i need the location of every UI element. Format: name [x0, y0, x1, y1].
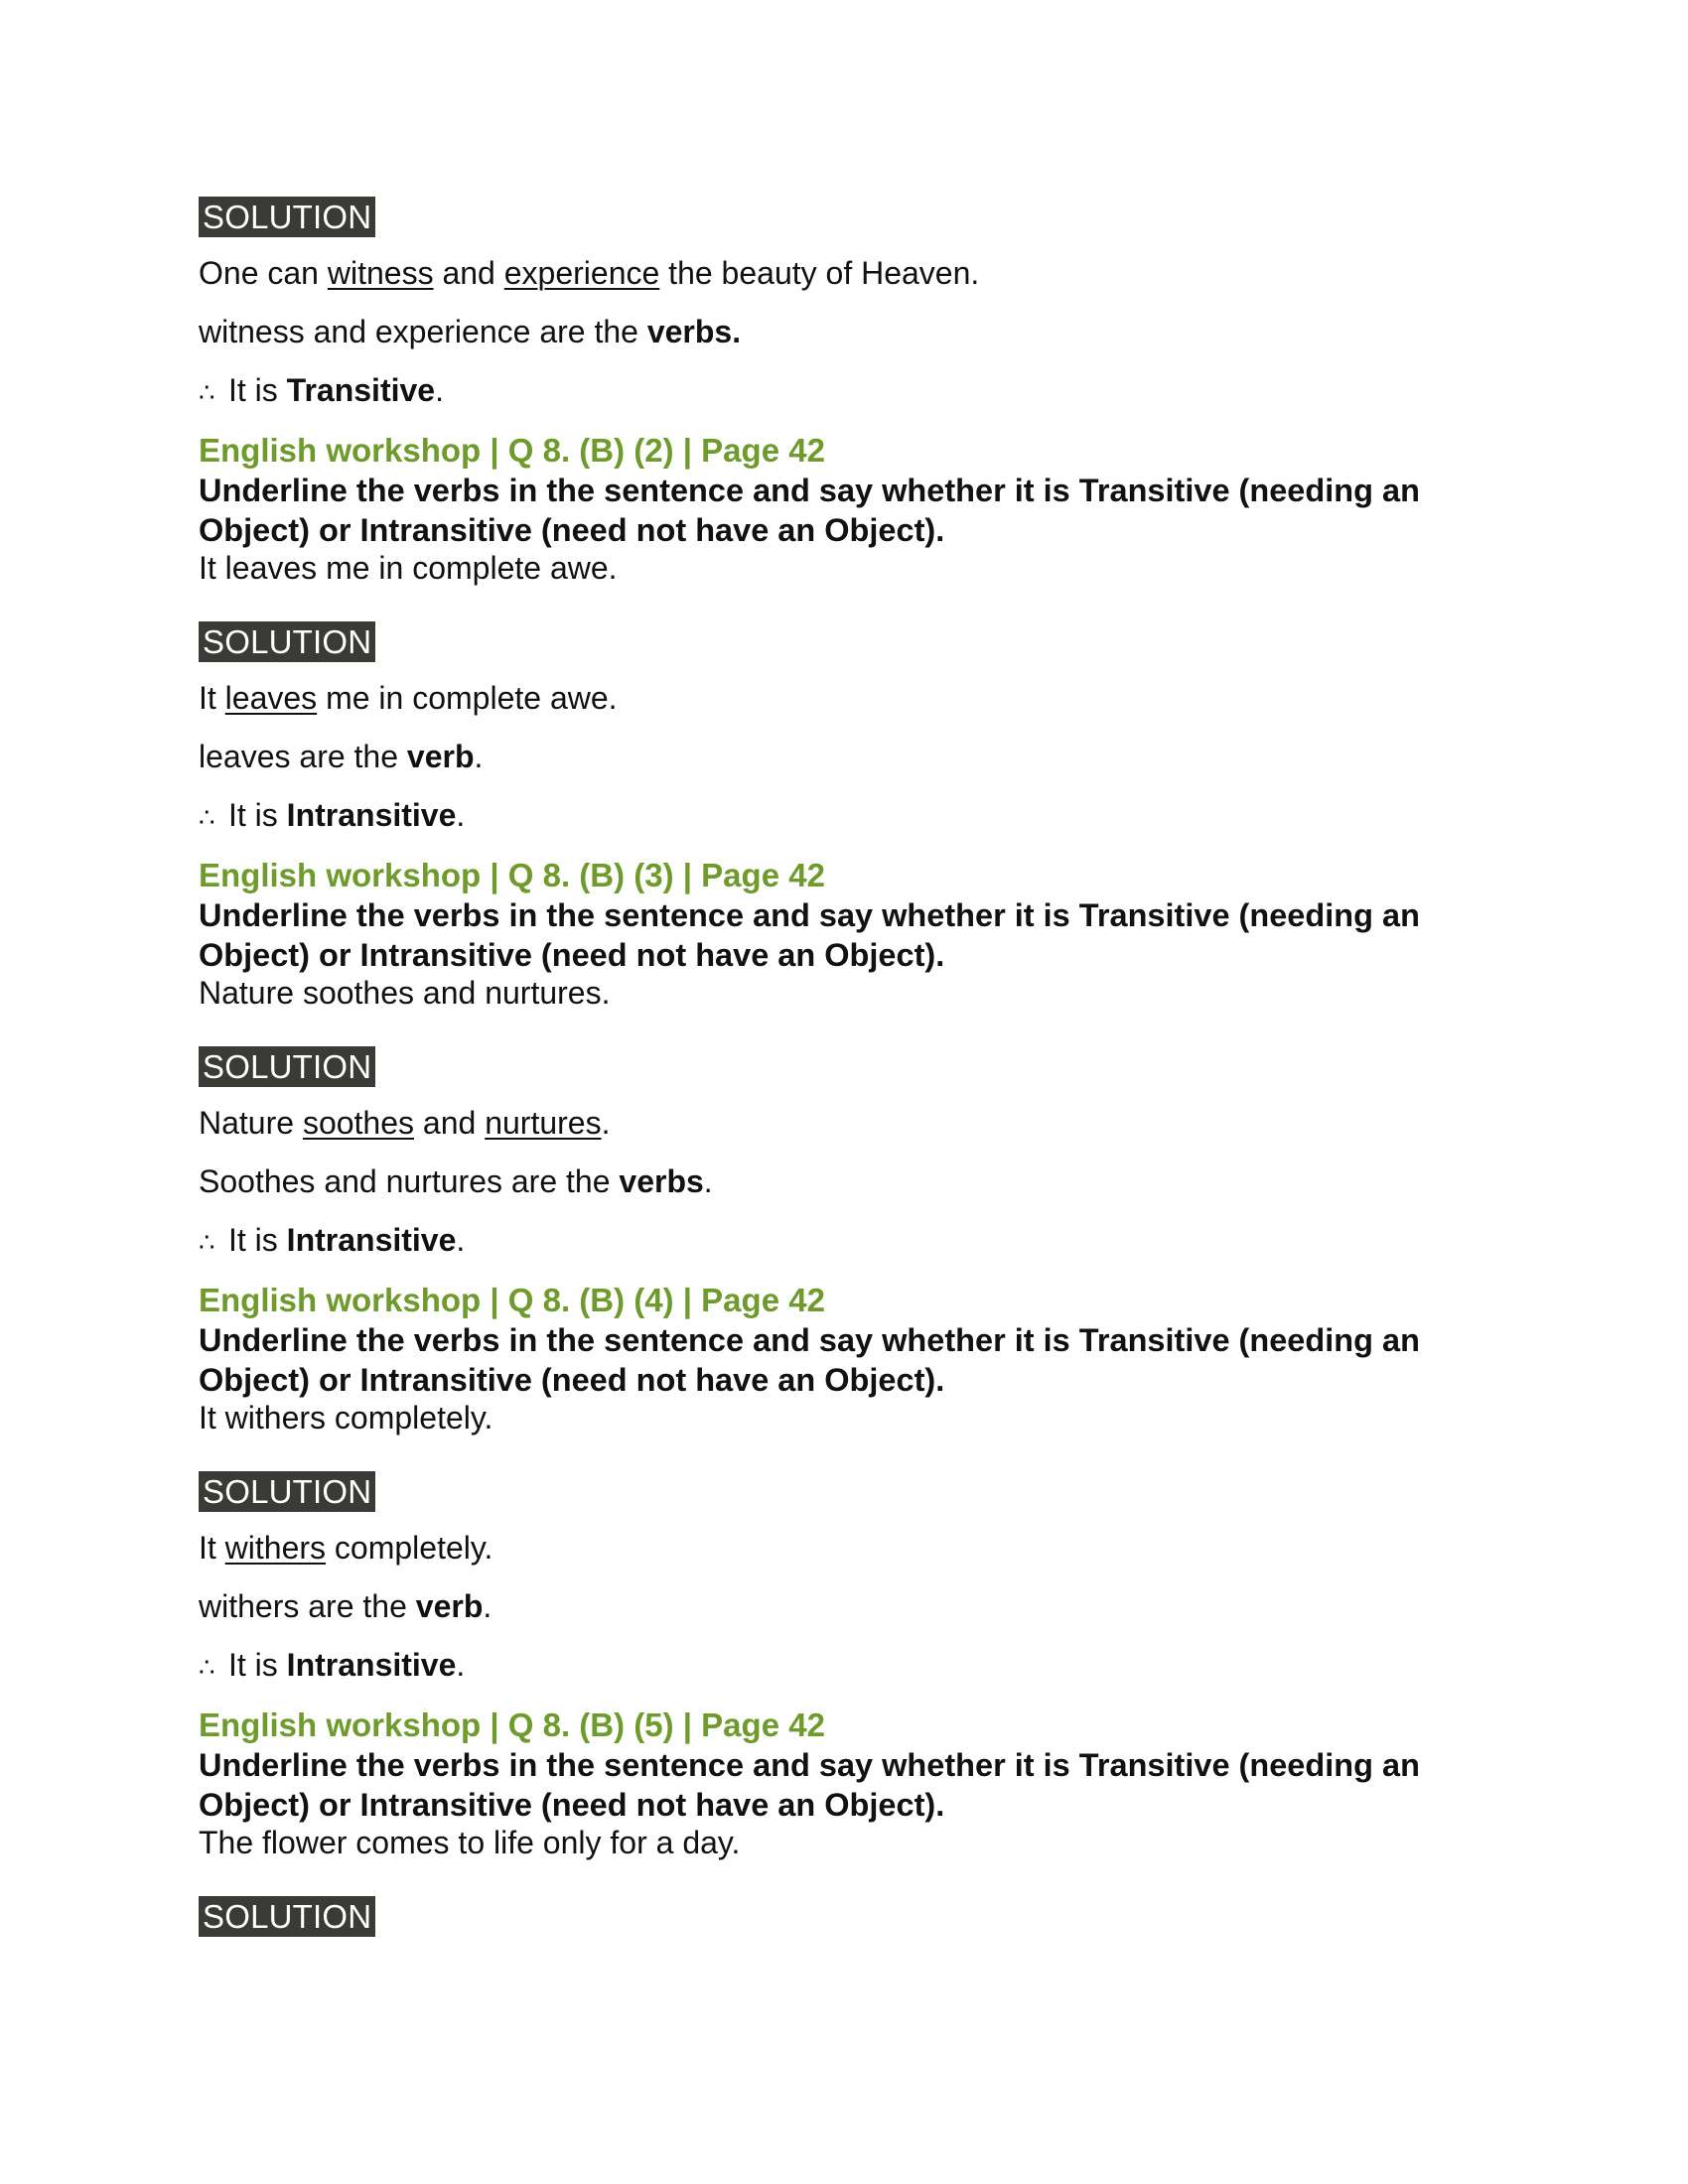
- underlined-verb: nurtures: [485, 1105, 602, 1141]
- text: It is: [228, 1222, 287, 1258]
- question-heading: English workshop | Q 8. (B) (5) | Page 42: [199, 1706, 825, 1743]
- text: It is: [228, 797, 287, 833]
- text: leaves are the: [199, 739, 407, 774]
- text: .: [435, 372, 444, 408]
- bold-text: verbs.: [646, 314, 742, 349]
- text: .: [456, 1222, 466, 1258]
- verb-statement: [199, 737, 1489, 776]
- text: completely.: [326, 1530, 493, 1566]
- underlined-verb: witness: [327, 255, 434, 291]
- text: withers are the: [199, 1588, 416, 1624]
- text: .: [456, 797, 466, 833]
- therefore-symbol: ∴: [199, 377, 215, 407]
- question-sentence: It leaves me in complete awe.: [199, 550, 618, 586]
- underlined-verb: leaves: [224, 680, 318, 716]
- text: One can: [199, 255, 328, 291]
- text: .: [483, 1588, 492, 1624]
- verb-statement: [199, 1586, 1489, 1626]
- solution-sentence: [199, 1103, 1489, 1143]
- text: and: [433, 255, 504, 291]
- question-instruction: Underline the verbs in the sentence and say whether it is Transitive (needing an Object) or Intransitive (need not have an Object).: [199, 1322, 1420, 1398]
- text: witness and experience are the: [199, 314, 647, 349]
- question-sentence: Nature soothes and nurtures.: [199, 975, 611, 1011]
- question-heading: English workshop | Q 8. (B) (3) | Page 42: [199, 857, 825, 893]
- text: and: [414, 1105, 486, 1141]
- question-sentence: It withers completely.: [199, 1400, 493, 1435]
- question-instruction: Underline the verbs in the sentence and say whether it is Transitive (needing an Object) or Intransitive (need not have an Object).: [199, 897, 1420, 973]
- text: It: [199, 1530, 225, 1566]
- solution-badge: SOLUTION: [199, 1471, 375, 1512]
- underlined-verb: experience: [503, 255, 660, 291]
- bold-text: Intransitive: [286, 1222, 457, 1258]
- question-instruction: Underline the verbs in the sentence and say whether it is Transitive (needing an Object) or Intransitive (need not have an Object).: [199, 1747, 1420, 1823]
- text: It is: [228, 372, 287, 408]
- verb-statement: [199, 1161, 1489, 1201]
- solution-sentence: [199, 1528, 1489, 1568]
- bold-text: verb: [415, 1588, 484, 1624]
- text: It is: [228, 1647, 287, 1683]
- text: .: [601, 1105, 611, 1141]
- text: .: [474, 739, 484, 774]
- solution-badge: SOLUTION: [199, 621, 375, 662]
- solution-badge: SOLUTION: [199, 197, 375, 237]
- therefore-symbol: ∴: [199, 1227, 215, 1257]
- text: me in complete awe.: [317, 680, 618, 716]
- bold-text: verbs: [619, 1163, 704, 1199]
- question-heading: English workshop | Q 8. (B) (4) | Page 42: [199, 1282, 825, 1318]
- page-content: [199, 197, 1489, 1937]
- bold-text: Intransitive: [286, 797, 457, 833]
- solution-sentence: [199, 253, 1489, 293]
- therefore-symbol: ∴: [199, 1652, 215, 1682]
- text: It: [199, 680, 225, 716]
- therefore-symbol: ∴: [199, 802, 215, 832]
- text: Soothes and nurtures are the: [199, 1163, 620, 1199]
- underlined-verb: withers: [224, 1530, 327, 1566]
- underlined-verb: soothes: [302, 1105, 415, 1141]
- bold-text: Intransitive: [286, 1647, 457, 1683]
- question-instruction: Underline the verbs in the sentence and say whether it is Transitive (needing an Object) or Intransitive (need not have an Object).: [199, 473, 1420, 548]
- question-sentence: The flower comes to life only for a day.: [199, 1825, 741, 1860]
- conclusion: [199, 370, 1489, 412]
- text: Nature: [199, 1105, 303, 1141]
- conclusion: [199, 795, 1489, 837]
- verb-statement: [199, 312, 1489, 351]
- text: .: [456, 1647, 466, 1683]
- question-heading: English workshop | Q 8. (B) (2) | Page 42: [199, 432, 825, 469]
- text: the beauty of Heaven.: [659, 255, 980, 291]
- solution-sentence: [199, 678, 1489, 718]
- bold-text: verb: [406, 739, 475, 774]
- conclusion: [199, 1645, 1489, 1687]
- bold-text: Transitive: [286, 372, 436, 408]
- solution-badge: SOLUTION: [199, 1896, 375, 1937]
- text: .: [703, 1163, 713, 1199]
- solution-badge: SOLUTION: [199, 1046, 375, 1087]
- conclusion: [199, 1220, 1489, 1262]
